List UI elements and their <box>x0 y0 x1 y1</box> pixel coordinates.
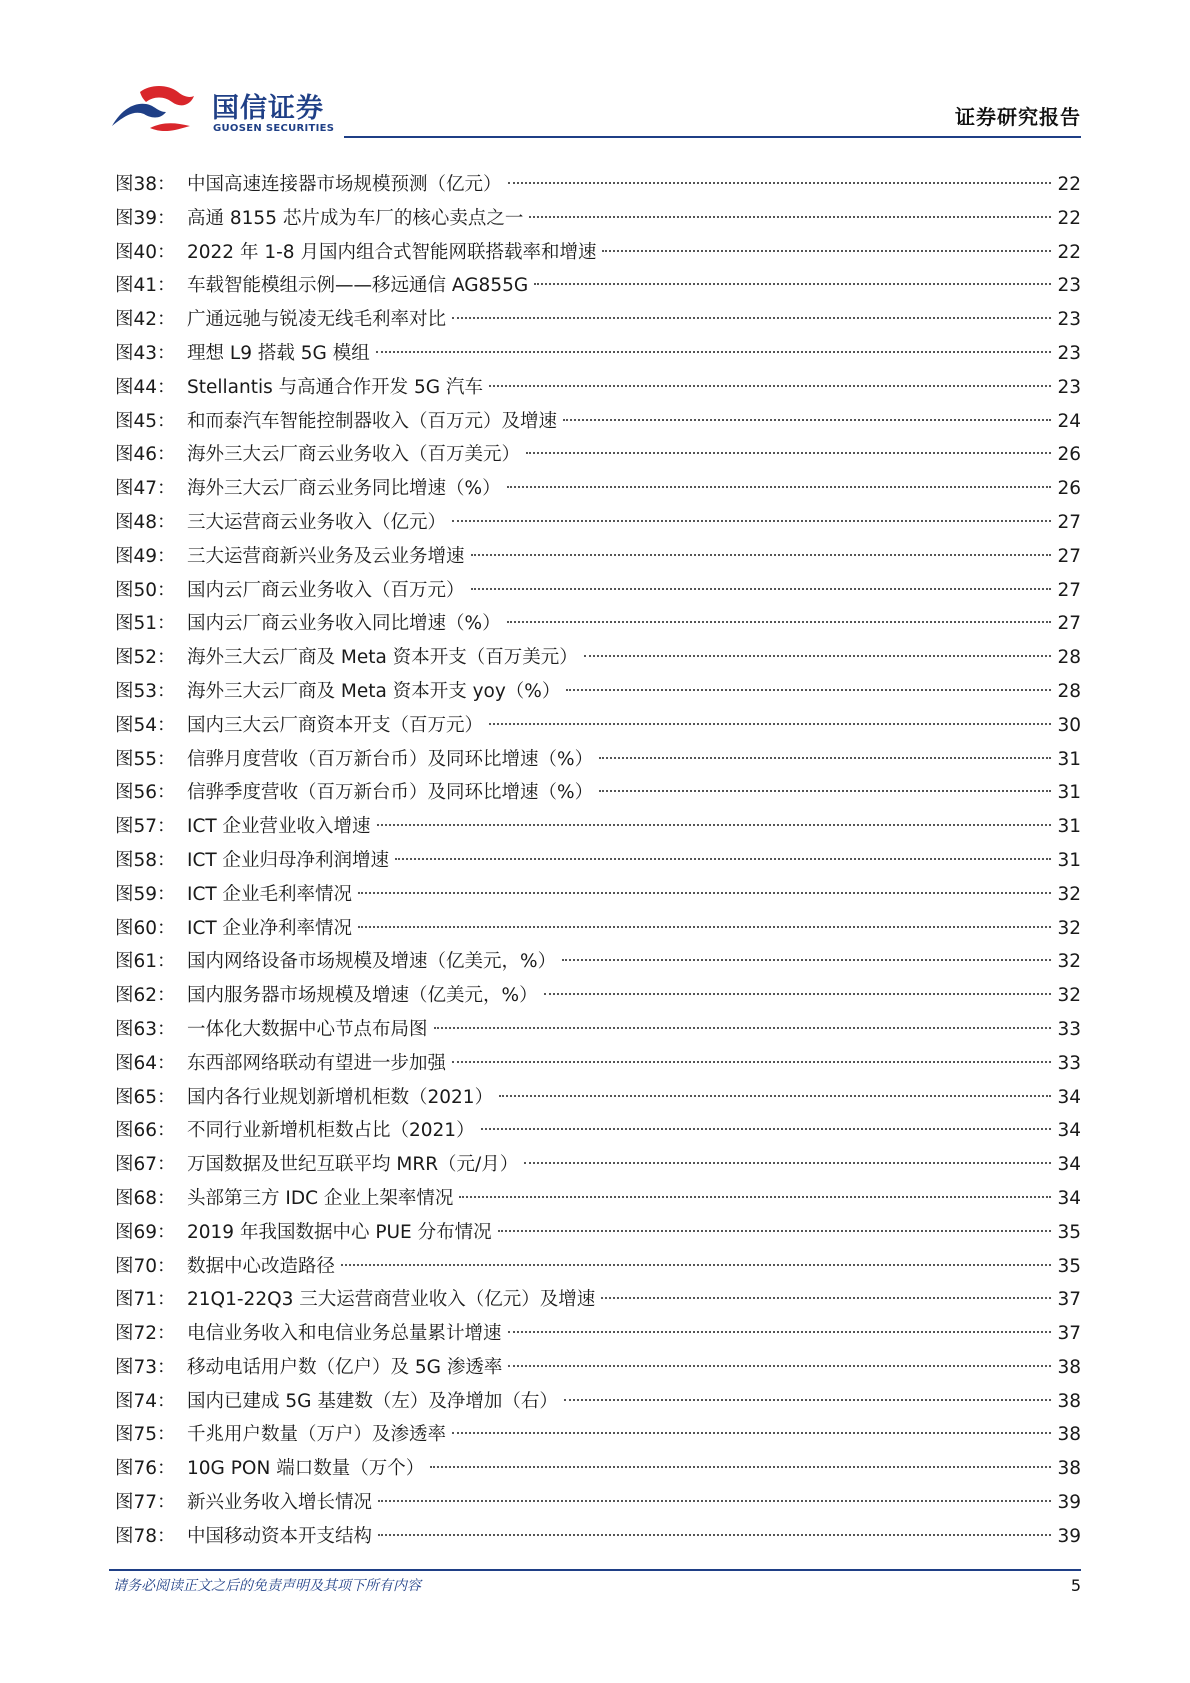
toc-entry-title: 三大运营商新兴业务及云业务增速 <box>187 545 465 567</box>
guosen-logo-icon <box>110 82 194 138</box>
toc-entry-label: 图62： <box>115 985 176 1007</box>
toc-entry-title: 理想 L9 搭载 5G 模组 <box>187 342 370 364</box>
toc-entry-title: 移动电话用户数（亿户）及 5G 渗透率 <box>187 1356 503 1378</box>
toc-entry-page: 28 <box>1057 680 1081 702</box>
toc-entry-label: 图42： <box>115 309 176 331</box>
toc-dot-leader <box>599 757 1051 759</box>
toc-dot-leader <box>564 1399 1051 1401</box>
toc-entry-title: 国内三大云厂商资本开支（百万元） <box>187 714 484 736</box>
toc-entry-title: 10G PON 端口数量（万个） <box>187 1458 425 1480</box>
toc-entry-label: 图51： <box>115 613 176 635</box>
toc-entry[interactable] <box>115 912 1081 946</box>
toc-dot-leader <box>566 689 1051 691</box>
toc-entry-title: 国内网络设备市场规模及增速（亿美元，%） <box>187 951 557 973</box>
toc-entry-label: 图61： <box>115 951 176 973</box>
toc-dot-leader <box>498 1230 1051 1232</box>
toc-entry[interactable] <box>115 438 1081 472</box>
toc-entry[interactable] <box>115 472 1081 506</box>
toc-entry-page: 33 <box>1057 1052 1081 1074</box>
toc-entry-page: 23 <box>1057 275 1081 297</box>
toc-dot-leader <box>529 216 1051 218</box>
toc-entry[interactable] <box>115 945 1081 979</box>
toc-entry-label: 图46： <box>115 444 176 466</box>
toc-entry-label: 图67： <box>115 1154 176 1176</box>
toc-entry-title: 海外三大云厂商及 Meta 资本开支 yoy（%） <box>187 680 561 702</box>
toc-entry-page: 22 <box>1057 174 1081 195</box>
toc-entry-title: 国内云厂商云业务收入（百万元） <box>187 579 465 601</box>
toc-entry[interactable] <box>115 371 1081 405</box>
toc-dot-leader <box>508 182 1051 184</box>
toc-entry-label: 图66： <box>115 1120 176 1142</box>
toc-dot-leader <box>499 1095 1051 1097</box>
toc-entry-label: 图63： <box>115 1018 176 1040</box>
toc-entry-title: ICT 企业净利率情况 <box>187 917 353 939</box>
toc-dot-leader <box>377 824 1051 826</box>
toc-entry[interactable] <box>115 405 1081 439</box>
toc-entry[interactable] <box>115 709 1081 743</box>
toc-entry-label: 图39： <box>115 207 176 229</box>
toc-entry-label: 图47： <box>115 478 176 500</box>
toc-entry-page: 35 <box>1057 1255 1081 1277</box>
toc-entry-page: 23 <box>1057 342 1081 364</box>
report-type: 证券研究报告 <box>955 105 1081 129</box>
toc-entry-title: 广通远驰与锐凌无线毛利率对比 <box>187 309 447 331</box>
toc-entry-label: 图44： <box>115 376 176 398</box>
toc-entry-title: ICT 企业毛利率情况 <box>187 883 353 905</box>
toc-entry-page: 23 <box>1057 309 1081 331</box>
toc-entry[interactable] <box>115 1520 1081 1554</box>
toc-entry[interactable] <box>115 1081 1081 1115</box>
toc-entry-page: 26 <box>1057 478 1081 500</box>
toc-entry-page: 30 <box>1057 714 1081 736</box>
toc-entry-label: 图43： <box>115 342 176 364</box>
toc-dot-leader <box>489 385 1051 387</box>
toc-entry-label: 图49： <box>115 545 176 567</box>
toc-dot-leader <box>358 926 1051 928</box>
toc-entry-page: 38 <box>1057 1458 1081 1480</box>
toc-entry-page: 37 <box>1057 1323 1081 1345</box>
page-number: 5 <box>1070 1576 1081 1595</box>
toc-entry-title: 车载智能模组示例——移远通信 AG855G <box>187 275 529 297</box>
toc-dot-leader <box>534 283 1051 285</box>
toc-entry-page: 38 <box>1057 1424 1081 1446</box>
toc-dot-leader <box>544 993 1051 995</box>
toc-entry-label: 图72： <box>115 1323 176 1345</box>
toc-entry-label: 图73： <box>115 1356 176 1378</box>
toc-entry-title: 国内服务器市场规模及增速（亿美元，%） <box>187 985 538 1007</box>
toc-entry-label: 图60： <box>115 917 176 939</box>
toc-entry-label: 图74： <box>115 1390 176 1412</box>
toc-entry-title: 2022 年 1-8 月国内组合式智能网联搭载率和增速 <box>187 241 597 263</box>
toc-entry-title: 国内已建成 5G 基建数（左）及净增加（右） <box>187 1390 558 1412</box>
toc-entry-page: 38 <box>1057 1390 1081 1412</box>
toc-entry-label: 图40： <box>115 241 176 263</box>
toc-entry-title: 和而泰汽车智能控制器收入（百万元）及增速 <box>187 410 558 432</box>
toc-entry-label: 图71： <box>115 1289 176 1311</box>
toc-entry-page: 23 <box>1057 376 1081 398</box>
toc-entry-page: 37 <box>1057 1289 1081 1311</box>
toc-entry-label: 图55： <box>115 748 176 770</box>
toc-entry[interactable] <box>115 1385 1081 1419</box>
toc-entry[interactable] <box>115 1047 1081 1081</box>
toc-dot-leader <box>459 1196 1051 1198</box>
toc-entry-label: 图41： <box>115 275 176 297</box>
toc-entry[interactable] <box>115 776 1081 810</box>
toc-entry-title: 新兴业务收入增长情况 <box>187 1492 373 1514</box>
toc-entry-title: 信骅季度营收（百万新台币）及同环比增速（%） <box>187 782 594 804</box>
toc-entry-label: 图38： <box>115 174 176 195</box>
toc-entry-title: 中国高速连接器市场规模预测（亿元） <box>187 174 502 195</box>
toc-entry-label: 图69： <box>115 1221 176 1243</box>
toc-entry[interactable] <box>115 844 1081 878</box>
toc-entry[interactable] <box>115 1182 1081 1216</box>
toc-entry-page: 35 <box>1057 1221 1081 1243</box>
toc-dot-leader <box>563 419 1051 421</box>
toc-entry-label: 图70： <box>115 1255 176 1277</box>
toc-entry-title: Stellantis 与高通合作开发 5G 汽车 <box>187 376 484 398</box>
toc-entry-label: 图54： <box>115 714 176 736</box>
toc-entry[interactable] <box>115 641 1081 675</box>
toc-entry-title: 数据中心改造路径 <box>187 1255 336 1277</box>
toc-dot-leader <box>507 621 1051 623</box>
toc-dot-leader <box>395 858 1051 860</box>
toc-entry-title: 2019 年我国数据中心 PUE 分布情况 <box>187 1221 492 1243</box>
toc-dot-leader <box>584 655 1051 657</box>
toc-entry[interactable] <box>115 1418 1081 1452</box>
toc-entry[interactable] <box>115 168 1081 202</box>
toc-entry-page: 27 <box>1057 613 1081 635</box>
toc-entry-title: 高通 8155 芯片成为车厂的核心卖点之一 <box>187 207 524 229</box>
toc-entry-page: 32 <box>1057 917 1081 939</box>
toc-entry-page: 26 <box>1057 444 1081 466</box>
toc-entry-label: 图48： <box>115 511 176 533</box>
toc-entry-page: 28 <box>1057 647 1081 669</box>
toc-dot-leader <box>562 959 1051 961</box>
toc-entry-label: 图45： <box>115 410 176 432</box>
toc-entry[interactable] <box>115 1351 1081 1385</box>
toc-dot-leader <box>376 351 1051 353</box>
toc-entry[interactable] <box>115 1250 1081 1284</box>
toc-entry-title: 海外三大云厂商及 Meta 资本开支（百万美元） <box>187 647 578 669</box>
toc-entry-title: 信骅月度营收（百万新台币）及同环比增速（%） <box>187 748 594 770</box>
toc-dot-leader <box>471 554 1051 556</box>
toc-dot-leader <box>452 1432 1051 1434</box>
toc-dot-leader <box>378 1534 1051 1536</box>
toc-entry-label: 图64： <box>115 1052 176 1074</box>
toc-dot-leader <box>358 892 1051 894</box>
toc-entry-page: 32 <box>1057 985 1081 1007</box>
footer-disclaimer: 请务必阅读正文之后的免责声明及其项下所有内容 <box>113 1578 421 1594</box>
toc-entry-page: 39 <box>1057 1525 1081 1547</box>
toc-entry-label: 图65： <box>115 1086 176 1108</box>
toc-entry-title: 海外三大云厂商云业务收入（百万美元） <box>187 444 521 466</box>
toc-entry-title: 21Q1-22Q3 三大运营商营业收入（亿元）及增速 <box>187 1289 596 1311</box>
toc-entry-title: 电信业务收入和电信业务总量累计增速 <box>187 1323 502 1345</box>
toc-entry[interactable] <box>115 202 1081 236</box>
toc-entry-title: 头部第三方 IDC 企业上架率情况 <box>187 1187 454 1209</box>
brand-name-cn: 国信证券 <box>212 93 324 124</box>
toc-entry-title: 国内云厂商云业务收入同比增速（%） <box>187 613 501 635</box>
toc-entry[interactable] <box>115 269 1081 303</box>
toc-entry-page: 31 <box>1057 782 1081 804</box>
toc-entry-page: 27 <box>1057 579 1081 601</box>
toc-dot-leader <box>481 1128 1051 1130</box>
toc-entry-label: 图58： <box>115 849 176 871</box>
toc-dot-leader <box>601 1297 1051 1299</box>
toc-entry-page: 27 <box>1057 511 1081 533</box>
toc-entry-title: 千兆用户数量（万户）及渗透率 <box>187 1424 447 1446</box>
page-header <box>0 0 1190 140</box>
brand-name-en: GUOSEN SECURITIES <box>213 123 335 134</box>
toc-entry[interactable] <box>115 675 1081 709</box>
toc-entry[interactable] <box>115 1283 1081 1317</box>
toc-entry-page: 31 <box>1057 748 1081 770</box>
toc-entry-page: 34 <box>1057 1187 1081 1209</box>
toc-entry[interactable] <box>115 506 1081 540</box>
toc-entry-label: 图56： <box>115 782 176 804</box>
toc-entry[interactable] <box>115 979 1081 1013</box>
toc-dot-leader <box>489 723 1051 725</box>
toc-entry-page: 22 <box>1057 207 1081 229</box>
toc-dot-leader <box>471 588 1051 590</box>
toc-entry-label: 图50： <box>115 579 176 601</box>
toc-entry[interactable] <box>115 1452 1081 1486</box>
toc-entry[interactable] <box>115 1216 1081 1250</box>
toc-entry[interactable] <box>115 236 1081 270</box>
toc-entry-page: 31 <box>1057 849 1081 871</box>
toc-entry-title: 一体化大数据中心节点布局图 <box>187 1018 428 1040</box>
toc-entry[interactable] <box>115 574 1081 608</box>
toc-entry[interactable] <box>115 878 1081 912</box>
toc-entry-page: 34 <box>1057 1086 1081 1108</box>
toc-entry-page: 27 <box>1057 545 1081 567</box>
toc-entry-title: ICT 企业归母净利润增速 <box>187 849 390 871</box>
toc-entry-label: 图57： <box>115 816 176 838</box>
toc-entry-label: 图68： <box>115 1187 176 1209</box>
toc-dot-leader <box>508 1365 1051 1367</box>
toc-dot-leader <box>452 1061 1051 1063</box>
toc-entry-label: 图76： <box>115 1458 176 1480</box>
toc-entry-page: 33 <box>1057 1018 1081 1040</box>
toc-entry-title: 东西部网络联动有望进一步加强 <box>187 1052 447 1074</box>
toc-entry-label: 图59： <box>115 883 176 905</box>
toc-entry[interactable] <box>115 540 1081 574</box>
toc-dot-leader <box>434 1027 1051 1029</box>
toc-dot-leader <box>526 452 1051 454</box>
toc-entry-page: 34 <box>1057 1154 1081 1176</box>
toc-entry-page: 38 <box>1057 1356 1081 1378</box>
toc-entry-title: 不同行业新增机柜数占比（2021） <box>187 1120 475 1142</box>
toc-dot-leader <box>341 1264 1051 1266</box>
toc-entry[interactable] <box>115 337 1081 371</box>
toc-dot-leader <box>508 1331 1051 1333</box>
toc-entry[interactable] <box>115 607 1081 641</box>
toc-entry-label: 图53： <box>115 680 176 702</box>
toc-entry-title: 海外三大云厂商云业务同比增速（%） <box>187 478 501 500</box>
toc-entry-label: 图77： <box>115 1492 176 1514</box>
toc-entry-title: 三大运营商云业务收入（亿元） <box>187 511 447 533</box>
toc-entry-page: 32 <box>1057 883 1081 905</box>
toc-dot-leader <box>452 317 1051 319</box>
toc-entry-label: 图52： <box>115 647 176 669</box>
toc-entry-page: 31 <box>1057 816 1081 838</box>
toc-entry-title: 国内各行业规划新增机柜数（2021） <box>187 1086 494 1108</box>
toc-dot-leader <box>524 1162 1051 1164</box>
toc-entry[interactable] <box>115 1013 1081 1047</box>
toc-entry-title: 万国数据及世纪互联平均 MRR（元/月） <box>187 1154 519 1176</box>
toc-entry-page: 24 <box>1057 410 1081 432</box>
toc-entry-label: 图78： <box>115 1525 176 1547</box>
toc-entry-label: 图75： <box>115 1424 176 1446</box>
toc-dot-leader <box>430 1466 1051 1468</box>
toc-entry-title: ICT 企业营业收入增速 <box>187 816 371 838</box>
toc-dot-leader <box>602 250 1051 252</box>
toc-entry[interactable] <box>115 743 1081 777</box>
toc-entry[interactable] <box>115 1148 1081 1182</box>
toc-entry-page: 32 <box>1057 951 1081 973</box>
toc-dot-leader <box>507 486 1051 488</box>
toc-dot-leader <box>599 790 1051 792</box>
toc-dot-leader <box>452 520 1051 522</box>
figure-list <box>115 168 1081 1554</box>
toc-dot-leader <box>378 1500 1051 1502</box>
toc-entry-page: 34 <box>1057 1120 1081 1142</box>
toc-entry[interactable] <box>115 1114 1081 1148</box>
toc-entry-title: 中国移动资本开支结构 <box>187 1525 373 1547</box>
header-divider <box>344 136 1081 138</box>
toc-entry-page: 22 <box>1057 241 1081 263</box>
toc-entry[interactable] <box>115 810 1081 844</box>
toc-entry[interactable] <box>115 1317 1081 1351</box>
toc-entry-page: 39 <box>1057 1492 1081 1514</box>
toc-entry[interactable] <box>115 303 1081 337</box>
footer-divider <box>109 1569 1081 1571</box>
toc-entry[interactable] <box>115 1486 1081 1520</box>
